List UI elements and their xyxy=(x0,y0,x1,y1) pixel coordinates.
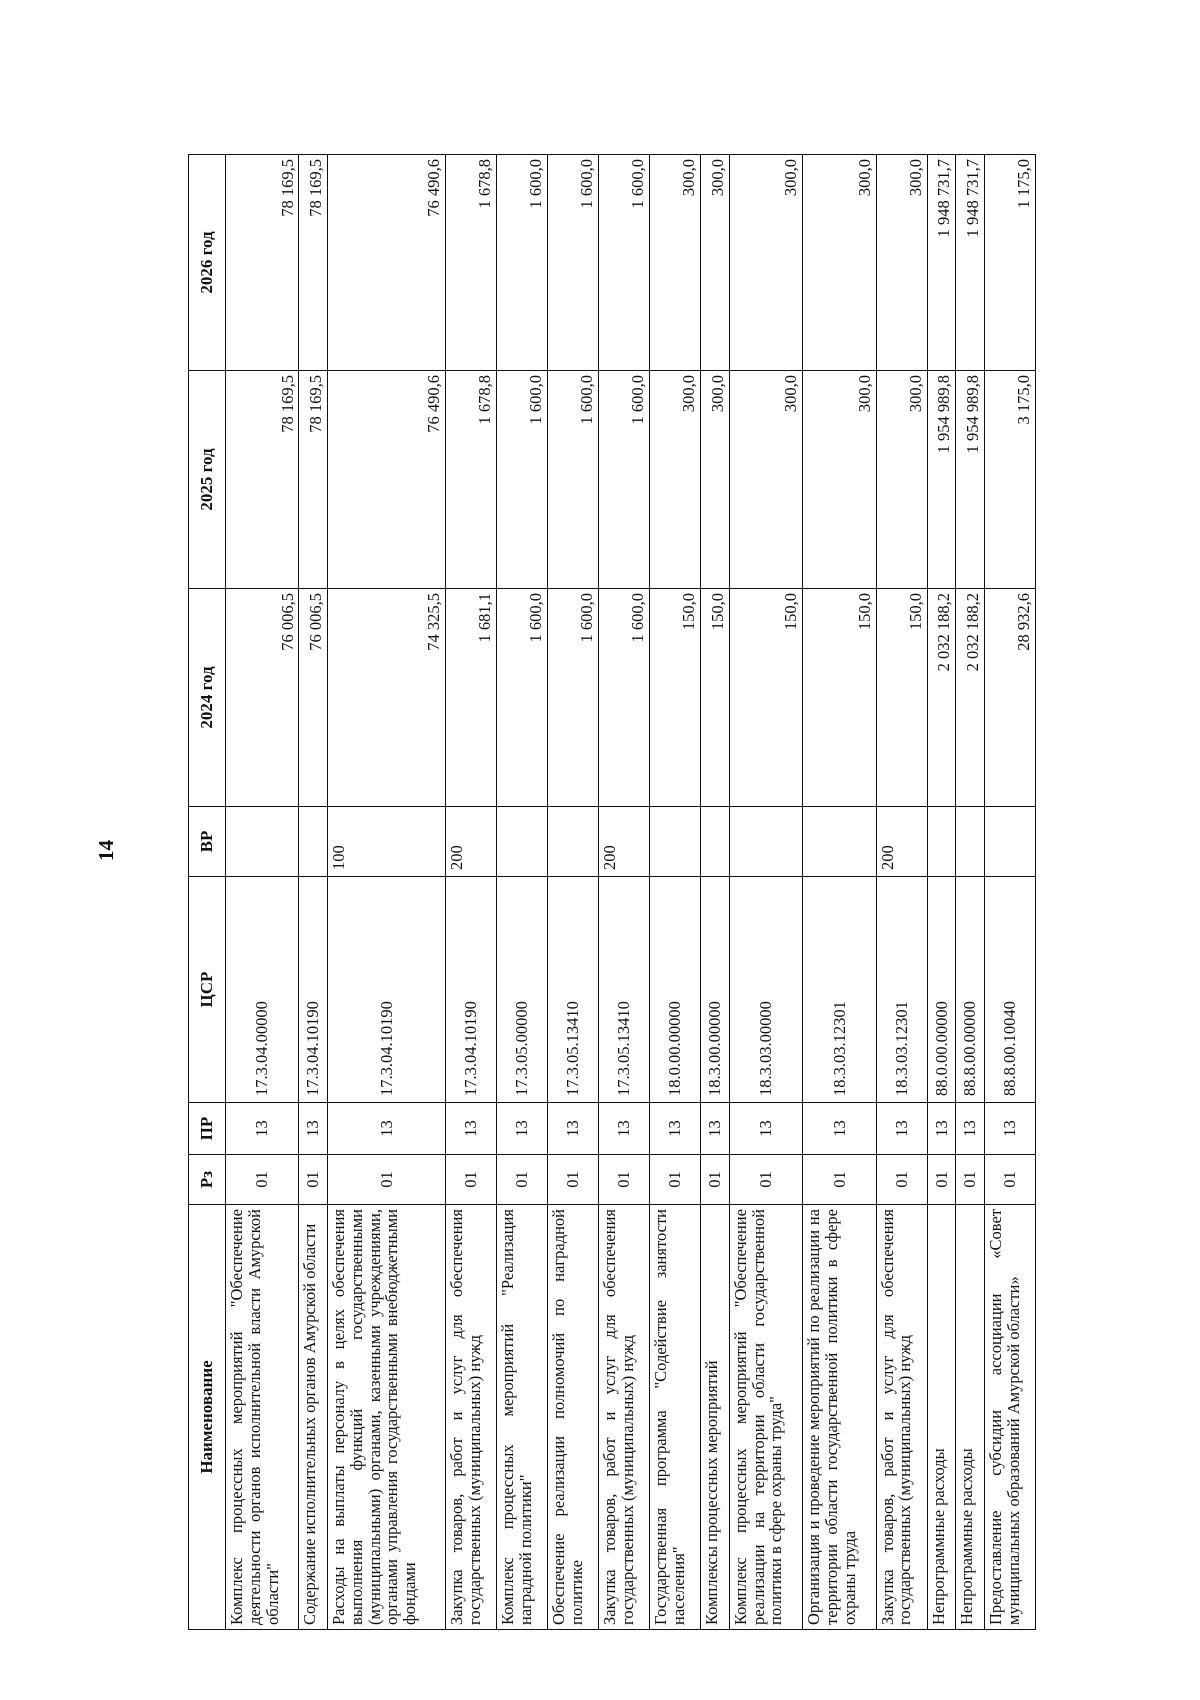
cell-2025: 1 678,8 xyxy=(446,371,497,589)
cell-name: Комплекс процессных мероприятий "Обеспечение реализации на территории области государственной политики в сфере охраны труда" xyxy=(729,1205,802,1630)
page-number: 14 xyxy=(94,840,118,861)
cell-2026: 78 169,5 xyxy=(299,155,328,371)
cell-rz: 01 xyxy=(701,1155,730,1205)
cell-name: Комплексы процессных мероприятий xyxy=(701,1205,730,1630)
header-vr: ВР xyxy=(189,807,226,877)
table-row xyxy=(876,155,927,1630)
cell-name: Содержание исполнительных органов Амурской области xyxy=(299,1205,328,1630)
cell-2026: 1 600,0 xyxy=(497,155,548,371)
cell-name: Непрограммные расходы xyxy=(927,1205,956,1630)
cell-2025: 1 600,0 xyxy=(548,371,599,589)
header-csr: ЦСР xyxy=(189,877,226,1103)
cell-rz: 01 xyxy=(803,1155,876,1205)
cell-csr: 17.3.05.00000 xyxy=(497,877,548,1103)
cell-vr xyxy=(299,807,328,877)
cell-csr: 17.3.04.10190 xyxy=(446,877,497,1103)
cell-2024: 150,0 xyxy=(803,589,876,807)
cell-2024: 150,0 xyxy=(650,589,701,807)
header-rz: Рз xyxy=(189,1155,226,1205)
cell-pr: 13 xyxy=(446,1103,497,1155)
cell-name: Комплекс процессных мероприятий "Обеспечение деятельности органов исполнительной власти Амурской области" xyxy=(226,1205,299,1630)
cell-vr xyxy=(701,807,730,877)
cell-rz: 01 xyxy=(226,1155,299,1205)
table-row xyxy=(548,155,599,1630)
cell-rz: 01 xyxy=(876,1155,927,1205)
cell-name: Непрограммные расходы xyxy=(956,1205,985,1630)
cell-2024: 74 325,5 xyxy=(328,589,446,807)
cell-csr: 18.3.03.00000 xyxy=(729,877,802,1103)
table-row xyxy=(599,155,650,1630)
table-row xyxy=(956,155,985,1630)
cell-name: Комплекс процессных мероприятий "Реализация наградной политики" xyxy=(497,1205,548,1630)
cell-2026: 1 600,0 xyxy=(599,155,650,371)
table-row xyxy=(299,155,328,1630)
cell-2026: 300,0 xyxy=(876,155,927,371)
table-row xyxy=(729,155,802,1630)
cell-csr: 88.8.00.00000 xyxy=(956,877,985,1103)
cell-2024: 150,0 xyxy=(876,589,927,807)
cell-2026: 1 600,0 xyxy=(548,155,599,371)
cell-csr: 17.3.05.13410 xyxy=(599,877,650,1103)
table-row xyxy=(497,155,548,1630)
cell-rz: 01 xyxy=(299,1155,328,1205)
cell-vr xyxy=(497,807,548,877)
cell-csr: 18.0.00.00000 xyxy=(650,877,701,1103)
cell-csr: 17.3.05.13410 xyxy=(548,877,599,1103)
cell-2024: 150,0 xyxy=(729,589,802,807)
cell-2025: 78 169,5 xyxy=(299,371,328,589)
cell-2025: 76 490,6 xyxy=(328,371,446,589)
cell-rz: 01 xyxy=(548,1155,599,1205)
cell-2025: 78 169,5 xyxy=(226,371,299,589)
cell-2026: 300,0 xyxy=(701,155,730,371)
cell-pr: 13 xyxy=(299,1103,328,1155)
header-row xyxy=(189,155,226,1630)
cell-vr xyxy=(803,807,876,877)
header-name: Наименование xyxy=(189,1205,226,1630)
cell-vr: 100 xyxy=(328,807,446,877)
cell-vr xyxy=(956,807,985,877)
cell-name: Расходы на выплаты персоналу в целях обеспечения выполнения функций государственными (муниципальными) органами, казенными учреждениями, органами управления государственными внебюджетными фондами xyxy=(328,1205,446,1630)
cell-csr: 88.0.00.00000 xyxy=(927,877,956,1103)
cell-pr: 13 xyxy=(729,1103,802,1155)
cell-vr xyxy=(650,807,701,877)
cell-2026: 1 948 731,7 xyxy=(927,155,956,371)
cell-2026: 1 948 731,7 xyxy=(956,155,985,371)
table-row xyxy=(984,155,1035,1630)
cell-2026: 1 175,0 xyxy=(984,155,1035,371)
table-row xyxy=(446,155,497,1630)
cell-csr: 18.3.00.00000 xyxy=(701,877,730,1103)
cell-rz: 01 xyxy=(446,1155,497,1205)
cell-pr: 13 xyxy=(803,1103,876,1155)
cell-2025: 300,0 xyxy=(650,371,701,589)
cell-vr: 200 xyxy=(599,807,650,877)
cell-2024: 2 032 188,2 xyxy=(956,589,985,807)
cell-2024: 1 600,0 xyxy=(548,589,599,807)
cell-csr: 18.3.03.12301 xyxy=(876,877,927,1103)
cell-pr: 13 xyxy=(876,1103,927,1155)
cell-csr: 17.3.04.00000 xyxy=(226,877,299,1103)
table-row xyxy=(701,155,730,1630)
cell-2026: 300,0 xyxy=(803,155,876,371)
cell-2024: 76 006,5 xyxy=(226,589,299,807)
cell-pr: 13 xyxy=(984,1103,1035,1155)
cell-2024: 1 600,0 xyxy=(599,589,650,807)
cell-2025: 300,0 xyxy=(729,371,802,589)
cell-pr: 13 xyxy=(701,1103,730,1155)
cell-2025: 1 600,0 xyxy=(599,371,650,589)
cell-csr: 17.3.04.10190 xyxy=(299,877,328,1103)
cell-2024: 2 032 188,2 xyxy=(927,589,956,807)
cell-2024: 28 932,6 xyxy=(984,589,1035,807)
cell-2025: 1 600,0 xyxy=(497,371,548,589)
cell-pr: 13 xyxy=(548,1103,599,1155)
table-header xyxy=(189,155,226,1630)
cell-csr: 88.8.00.10040 xyxy=(984,877,1035,1103)
cell-rz: 01 xyxy=(328,1155,446,1205)
table-body xyxy=(226,155,1036,1630)
table-row xyxy=(226,155,299,1630)
header-2024: 2024 год xyxy=(189,589,226,807)
table-row xyxy=(803,155,876,1630)
cell-2026: 300,0 xyxy=(650,155,701,371)
cell-2024: 76 006,5 xyxy=(299,589,328,807)
cell-2025: 300,0 xyxy=(876,371,927,589)
cell-2025: 300,0 xyxy=(803,371,876,589)
cell-vr xyxy=(226,807,299,877)
cell-rz: 01 xyxy=(984,1155,1035,1205)
table-row xyxy=(650,155,701,1630)
cell-name: Предоставление субсидии ассоциации «Совет муниципальных образований Амурской области» xyxy=(984,1205,1035,1630)
header-2026: 2026 год xyxy=(189,155,226,371)
cell-2024: 1 600,0 xyxy=(497,589,548,807)
cell-2026: 78 169,5 xyxy=(226,155,299,371)
cell-2025: 300,0 xyxy=(701,371,730,589)
cell-vr: 200 xyxy=(876,807,927,877)
cell-pr: 13 xyxy=(927,1103,956,1155)
cell-rz: 01 xyxy=(497,1155,548,1205)
cell-2025: 1 954 989,8 xyxy=(927,371,956,589)
budget-table xyxy=(188,154,1036,1630)
cell-vr xyxy=(729,807,802,877)
cell-pr: 13 xyxy=(226,1103,299,1155)
cell-2024: 1 681,1 xyxy=(446,589,497,807)
cell-2025: 3 175,0 xyxy=(984,371,1035,589)
cell-pr: 13 xyxy=(497,1103,548,1155)
cell-rz: 01 xyxy=(599,1155,650,1205)
cell-2026: 1 678,8 xyxy=(446,155,497,371)
table-row xyxy=(328,155,446,1630)
header-2025: 2025 год xyxy=(189,371,226,589)
cell-csr: 17.3.04.10190 xyxy=(328,877,446,1103)
cell-rz: 01 xyxy=(650,1155,701,1205)
cell-rz: 01 xyxy=(956,1155,985,1205)
rotated-table-container xyxy=(188,155,1036,1630)
cell-rz: 01 xyxy=(927,1155,956,1205)
cell-2024: 150,0 xyxy=(701,589,730,807)
cell-2025: 1 954 989,8 xyxy=(956,371,985,589)
cell-csr: 18.3.03.12301 xyxy=(803,877,876,1103)
cell-name: Закупка товаров, работ и услуг для обеспечения государственных (муниципальных) нужд xyxy=(599,1205,650,1630)
table-row xyxy=(927,155,956,1630)
cell-name: Закупка товаров, работ и услуг для обеспечения государственных (муниципальных) нужд xyxy=(446,1205,497,1630)
cell-2026: 76 490,6 xyxy=(328,155,446,371)
cell-name: Обеспечение реализации полномочий по наградной политике xyxy=(548,1205,599,1630)
cell-name: Государственная программа "Содействие занятости населения" xyxy=(650,1205,701,1630)
cell-name: Организация и проведение мероприятий по реализации на территории области государственной политики в сфере охраны труда xyxy=(803,1205,876,1630)
cell-rz: 01 xyxy=(729,1155,802,1205)
cell-pr: 13 xyxy=(956,1103,985,1155)
cell-pr: 13 xyxy=(599,1103,650,1155)
cell-2026: 300,0 xyxy=(729,155,802,371)
cell-name: Закупка товаров, работ и услуг для обеспечения государственных (муниципальных) нужд xyxy=(876,1205,927,1630)
cell-pr: 13 xyxy=(328,1103,446,1155)
cell-vr xyxy=(927,807,956,877)
cell-pr: 13 xyxy=(650,1103,701,1155)
cell-vr: 200 xyxy=(446,807,497,877)
cell-vr xyxy=(984,807,1035,877)
cell-vr xyxy=(548,807,599,877)
header-pr: ПР xyxy=(189,1103,226,1155)
